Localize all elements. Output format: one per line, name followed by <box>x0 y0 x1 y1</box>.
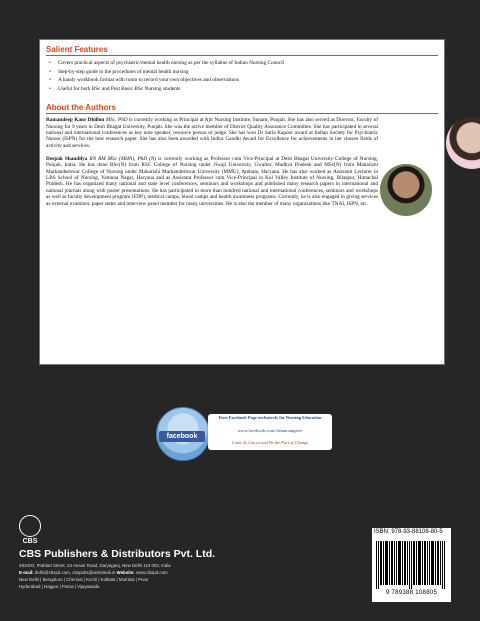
publisher-contact <box>19 570 168 575</box>
author-bio <box>46 156 438 207</box>
author-bio-text: is currently working as Professor cum Vice-Principal at Desh Bhagat University College of Nursing, Punjab, India. He has done BSc(N) from RSC College of Nursing under Jiwaji University, Gwalior, Madhya Pradesh and MSc(N) from Maharishi Markandeshwar College of Nursing under Maharishi Markandeshwar University (MMU), Ambala, Haryana. He has also worked as Assistant Lecturer in LBS School of Nursing, Yamuna Nagar, Haryana and as Assistant Professor cum Vice-Principal in Kol Valley Institute of Nursing, Bilaspur, Himachal Pradesh. He has organized many national and state level conferences, seminars and workshops and published many research papers in international and national journals along with poster presentations. He has participated in more than hundred national and international conferences, seminars and workshops as well as faculty development program (FDP), medical camps, blood camps and health awareness programs. Currently, he is also engaged in giving services as external examiner, paper setter and interview panel member for many universities. He is also the member of many organizations like TNAI, ISPN, etc. <box>46 156 378 207</box>
facebook-heading: First Facebook Page exclusively for Nursing Education <box>218 415 322 420</box>
feature-list <box>46 59 438 93</box>
cbs-logo-text: CBS <box>22 538 38 545</box>
author-bio <box>46 117 438 149</box>
author-bio-text: is currently working as Principal at Ajit Nursing Institute, Sunam, Punjab. She has also served as Director, Faculty of Nursing for 9 years in Desh Bhagat University, Punjab. She was the active member of District Quality Assurance Committee. She has participated in several national and international conferences as key note speaker, resource person or judge. She has won Dr Sarla Kapoor award at Indian Society for Psychiatric Nurses (ISPN) for the best research paper. She has also been awarded with Indira Gandhi Award for Excellence for achievements in her chosen fields of activity and services. <box>46 117 378 149</box>
salient-features-heading: Salient Features <box>46 45 108 54</box>
author-degrees: RN RM MSc (MHN), PhD (N) <box>89 156 157 163</box>
barcode-number: 9 789388 108805 <box>385 590 438 596</box>
cbs-logo-icon <box>19 515 41 537</box>
publisher-branches: New Delhi | Bengaluru | Chennai | Kochi | Kolkata | Mumbai | Pune <box>19 577 149 582</box>
facebook-badge: facebook <box>159 431 205 442</box>
barcode-icon <box>376 541 446 589</box>
isbn-label: ISBN: 978-93-88108-80-5 <box>374 529 443 535</box>
facebook-banner[interactable] <box>156 407 334 465</box>
back-cover-panel <box>39 39 445 365</box>
feature-item: • Step-by-step guide to the procedures of mental health nursing <box>49 68 438 77</box>
facebook-info-box <box>208 414 332 450</box>
divider <box>46 55 438 56</box>
about-authors-heading: About the Authors <box>46 103 116 113</box>
email-link[interactable]: delhi@cbspd.com, cbspubs@airtelmail.in <box>34 570 116 575</box>
divider <box>46 113 438 114</box>
facebook-url-link[interactable]: www.facebook.com/cbsnursingtree <box>237 428 303 433</box>
author-degrees: MSc, PhD <box>105 117 128 124</box>
website-label: Website: <box>116 570 135 575</box>
publisher-address: 4819/XI, Prahlad Street, 24 Ansari Road, Daryaganj, New Delhi 110 002, India <box>19 563 171 568</box>
author-photo <box>380 164 432 216</box>
email-label: E-mail: <box>19 570 34 575</box>
publisher-branches: Hyderabad | Nagpur | Patna | Vijayawada <box>19 584 100 589</box>
website-link[interactable]: www.cbspd.com <box>135 570 168 575</box>
isbn-barcode-box <box>372 528 451 602</box>
facebook-tagline: Come & Join us and Be the Part of Change <box>231 440 309 445</box>
author-name: Deepak Shandilya <box>46 156 88 163</box>
publisher-name: CBS Publishers & Distributors Pvt. Ltd. <box>19 548 216 560</box>
author-photo <box>446 117 480 169</box>
feature-item: • Covers practical aspects of psychiatric/mental health nursing as per the syllabus of Indian Nursing Council <box>49 59 438 68</box>
feature-item: • Useful for both BSc and Post Basic BSc Nursing students <box>49 85 438 94</box>
author-name: Ramandeep Kaur Dhillon <box>46 117 105 124</box>
feature-item: • A handy workbook format with room to record your own objectives and observations <box>49 76 438 85</box>
